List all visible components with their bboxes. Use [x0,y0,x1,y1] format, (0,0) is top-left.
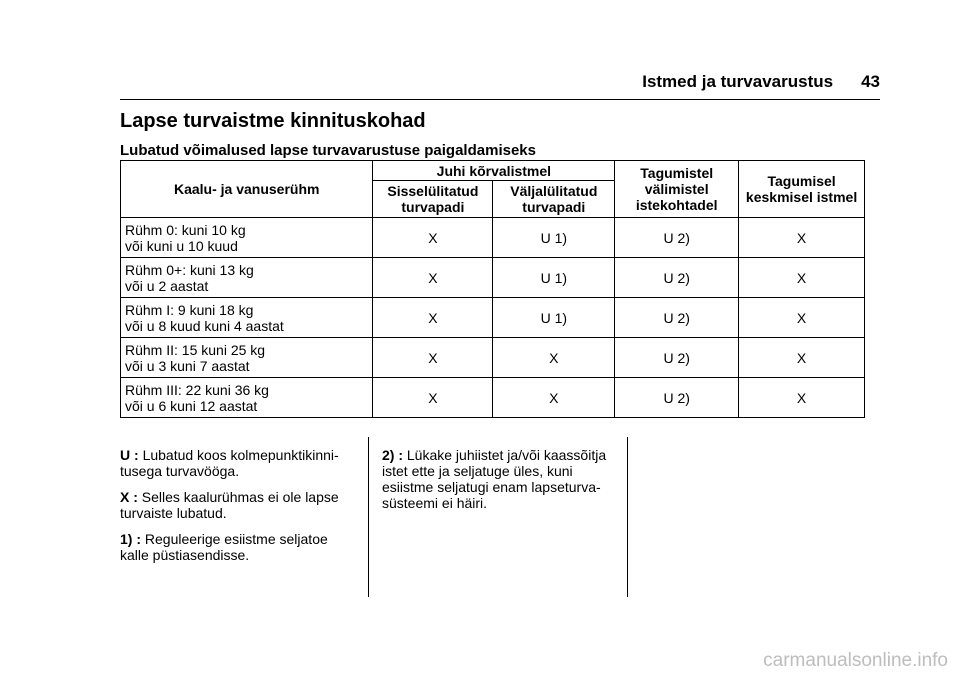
rear-center-header: Tagumisel keskmisel istmel [739,161,865,218]
note-text: Lükake juhiistet ja/või kaassõitja istet ette ja seljatuge üles, kuni esiistme seljatugi enam lapseturva-süsteemi ei häiri. [382,447,607,511]
watermark: carmanualsonline.info [763,650,948,671]
rear-center-cell: X [739,298,865,338]
note-key: U : [120,447,139,463]
airbag-off-cell: U 1) [493,298,615,338]
front-seat-header: Juhi kõrvalistmel [373,161,615,181]
airbag-on-cell: X [373,338,493,378]
group-column-header: Kaalu- ja vanuserühm [121,161,373,218]
group-cell: Rühm II: 15 kuni 25 kg või u 3 kuni 7 aastat [121,338,373,378]
chapter-title: Istmed ja turvavarustus [642,72,834,91]
table-row [121,338,865,378]
table-caption: Lubatud võimalused lapse turvavarustuse paigaldamiseks [120,142,536,159]
rear-center-cell: X [739,378,865,418]
group-cell: Rühm 0+: kuni 13 kg või u 2 aastat [121,258,373,298]
rear-center-cell: X [739,218,865,258]
note-text: Reguleerige esiistme seljatoe kalle püstiasendisse. [120,531,328,563]
airbag-on-cell: X [373,218,493,258]
airbag-off-cell: X [493,378,615,418]
note-key: 2) : [382,447,403,463]
group-cell: Rühm 0: kuni 10 kg või kuni u 10 kuud [121,218,373,258]
group-cell: Rühm I: 9 kuni 18 kg või u 8 kuud kuni 4 aastat [121,298,373,338]
airbag-on-cell: X [373,298,493,338]
running-header [0,72,880,92]
header-rule [120,99,880,100]
legend-notes-left [120,447,360,573]
legend-notes-right [382,447,622,521]
airbag-off-cell: X [493,338,615,378]
rear-outer-cell: U 2) [615,298,739,338]
airbag-on-cell: X [373,258,493,298]
note-text: Selles kaalurühmas ei ole lapse turvaiste lubatud. [120,489,339,521]
table-row [121,218,865,258]
table-row [121,378,865,418]
column-divider [627,437,628,597]
airbag-on-cell: X [373,378,493,418]
group-cell: Rühm III: 22 kuni 36 kg või u 6 kuni 12 aastat [121,378,373,418]
column-divider [368,437,369,597]
note-text: Lubatud koos kolmepunktikinni-tusega turvavööga. [120,447,339,479]
section-title: Lapse turvaistme kinnituskohad [120,110,426,132]
note-key: 1) : [120,531,141,547]
airbag-off-cell: U 1) [493,258,615,298]
note-u [120,447,360,479]
child-seat-table [120,160,865,418]
table-row [121,298,865,338]
note-x [120,489,360,521]
table-header-row [121,161,865,181]
note-2 [382,447,622,511]
rear-outer-cell: U 2) [615,378,739,418]
rear-outer-header: Tagumistel välimistel istekohtadel [615,161,739,218]
rear-center-cell: X [739,338,865,378]
airbag-off-cell: U 1) [493,218,615,258]
page-number: 43 [861,72,880,91]
airbag-off-header: Väljalülitatud turvapadi [493,181,615,218]
note-key: X : [120,489,138,505]
table-row [121,258,865,298]
rear-outer-cell: U 2) [615,258,739,298]
rear-center-cell: X [739,258,865,298]
rear-outer-cell: U 2) [615,338,739,378]
note-1 [120,531,360,563]
rear-outer-cell: U 2) [615,218,739,258]
airbag-on-header: Sisselülitatud turvapadi [373,181,493,218]
